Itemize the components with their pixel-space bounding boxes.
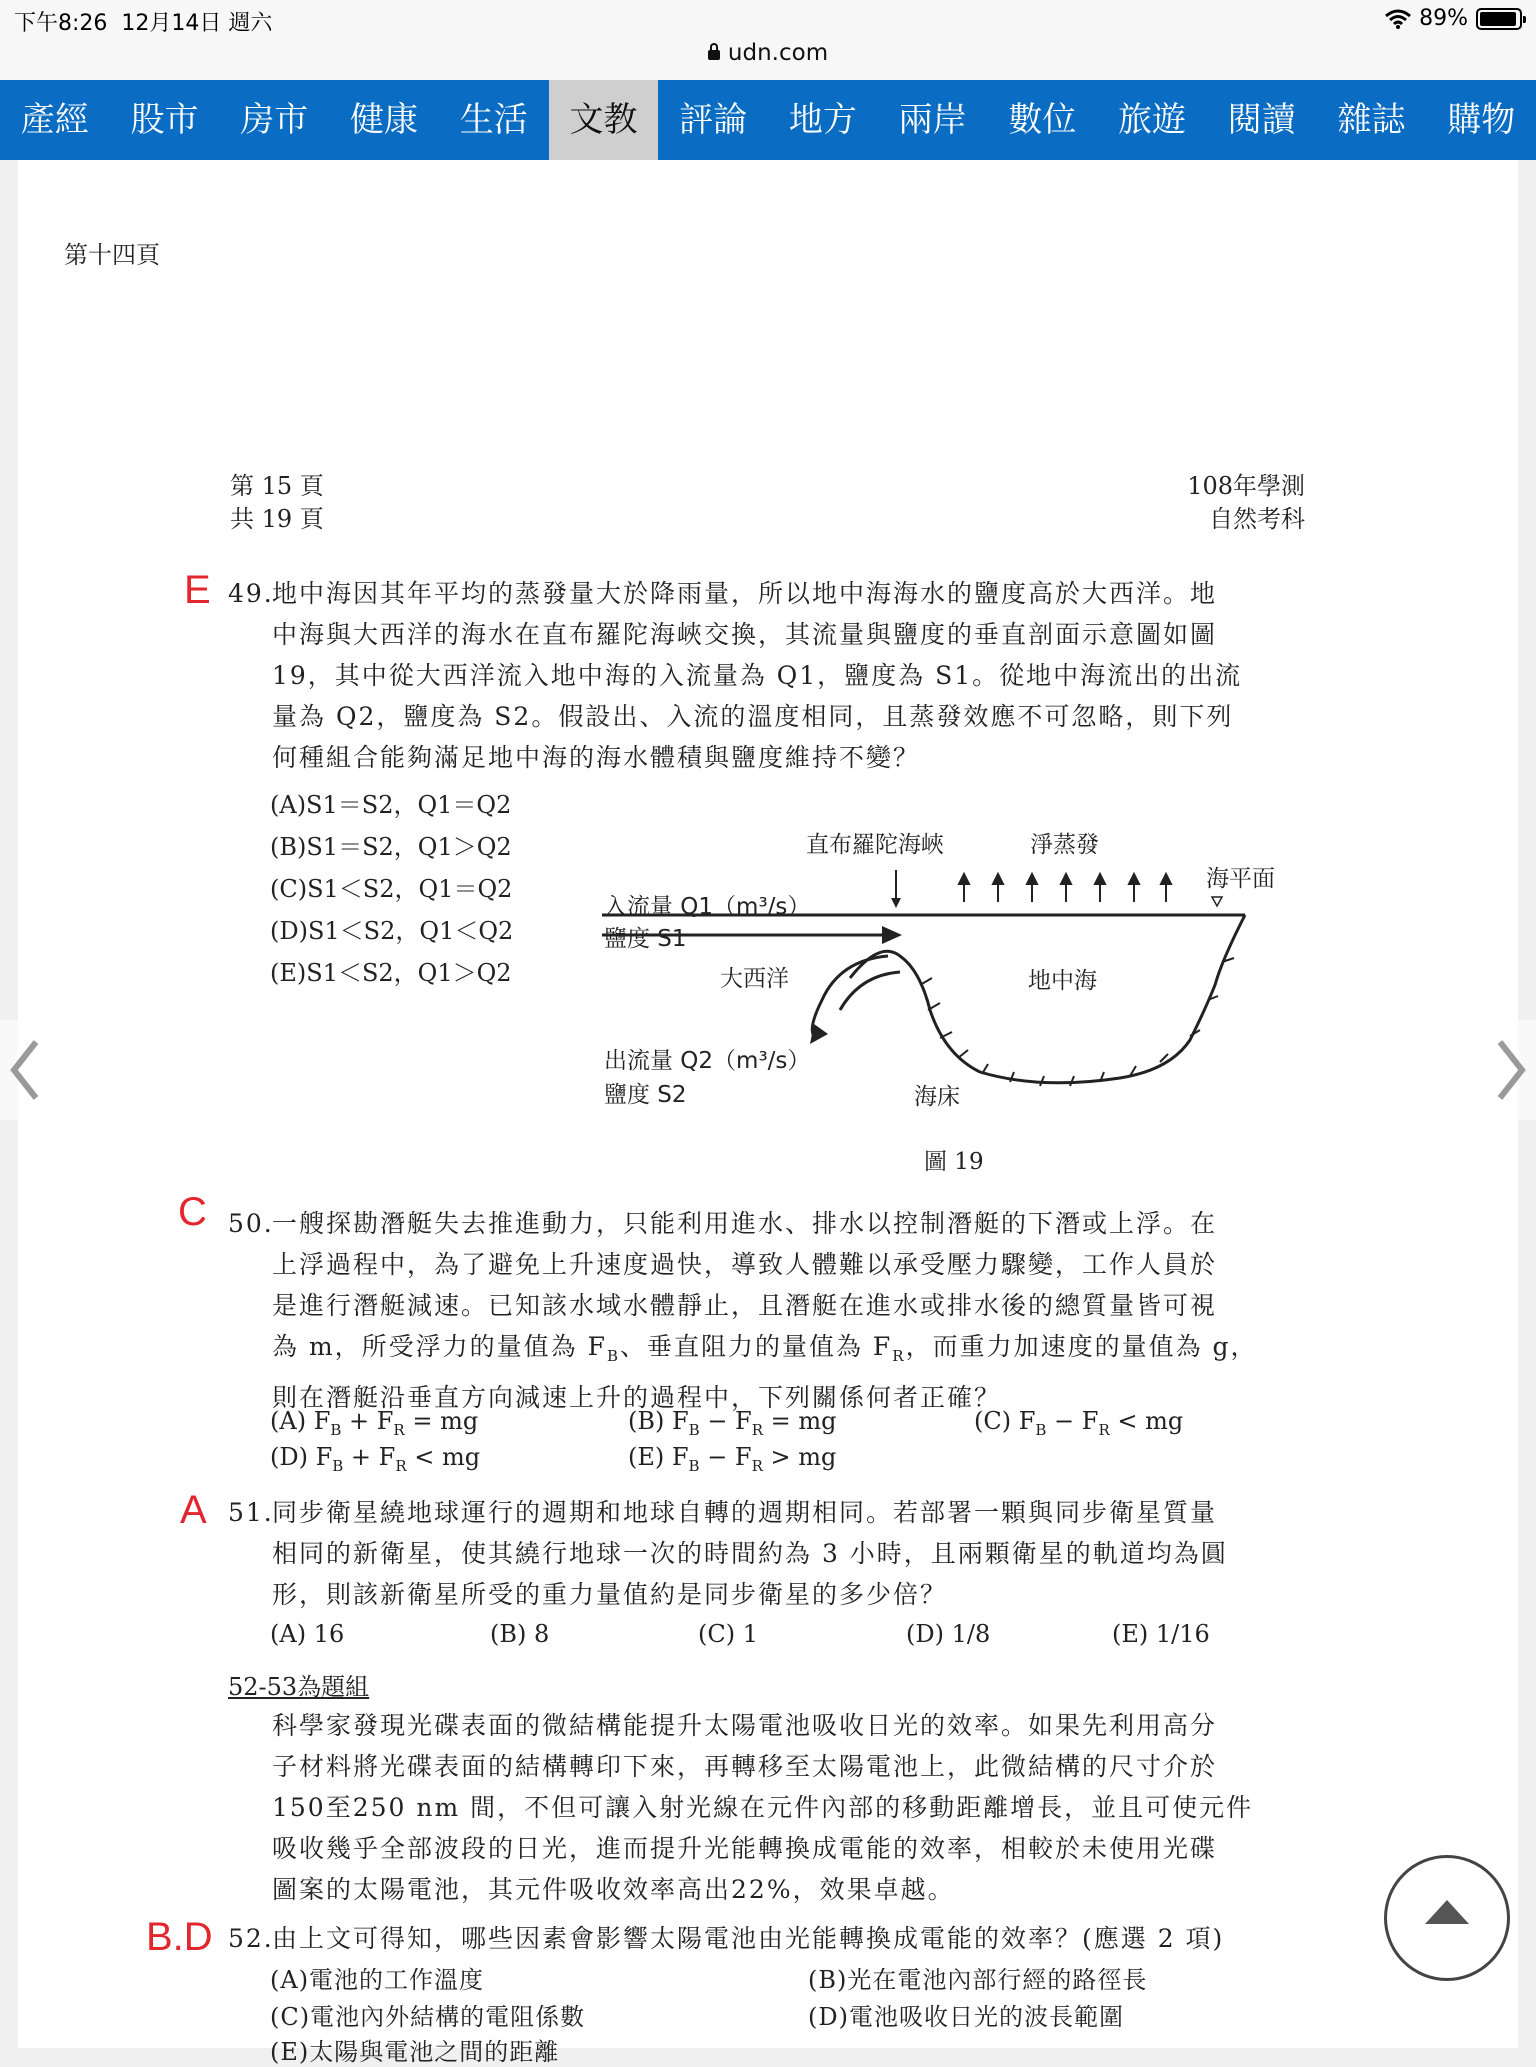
tab-magazine[interactable]: 雜誌 — [1337, 100, 1406, 140]
tab-digital[interactable]: 數位 — [1008, 100, 1077, 140]
scroll-to-top-button[interactable] — [1384, 1855, 1510, 1981]
label-mediterranean: 地中海 — [1028, 968, 1097, 994]
tab-local[interactable]: 地方 — [788, 100, 857, 140]
answer-mark-49: E — [184, 568, 211, 612]
label-inflow: 入流量 Q1（m³/s） — [604, 894, 811, 920]
q49-options — [270, 784, 513, 994]
q49-line: 何種組合能夠滿足地中海的海水體積與鹽度維持不變？ — [272, 743, 921, 772]
exam-title-header — [1180, 470, 1305, 536]
option-e: (E) 1/16 — [1112, 1620, 1210, 1648]
header-year: 108年學測 — [1187, 472, 1305, 500]
prev-page-button[interactable] — [0, 1020, 50, 1120]
status-time: 下午8:26 12月14日 週六 — [14, 11, 273, 36]
q49-line: 中海與大西洋的海水在直布羅陀海峽交換，其流量與鹽度的垂直剖面示意圖如圖 — [272, 620, 1218, 649]
tab-life[interactable]: 生活 — [459, 100, 528, 140]
option-b: (B)光在電池內部行經的路徑長 — [808, 1966, 1148, 1994]
q52-line: 由上文可得知，哪些因素會影響太陽電池由光能轉換成電能的效率？(應選 2 項) — [272, 1924, 1225, 1953]
question-number: 50. — [228, 1209, 274, 1238]
passage-line: 150至250 nm 間，不但可讓入射光線在元件內部的移動距離增長，並且可使元件 — [272, 1793, 1254, 1822]
option-c: (C) 1 — [698, 1620, 758, 1648]
option-c: (C)S1＜S2，Q1＝Q2 — [270, 875, 513, 903]
category-nav — [0, 80, 1536, 160]
status-date: 12月14日 週六 — [121, 11, 273, 36]
question-49 — [228, 573, 1308, 778]
chevron-left-icon — [0, 1020, 50, 1120]
option-e: (E)太陽與電池之間的距離 — [270, 2038, 560, 2066]
chevron-up-icon — [1387, 1858, 1507, 1978]
header-subject: 自然考科 — [1209, 505, 1305, 533]
tab-stocks[interactable]: 股市 — [130, 100, 199, 140]
answer-mark-51: A — [180, 1488, 207, 1532]
passage-line: 吸收幾乎全部波段的日光，進而提升光能轉換成電能的效率，相較於未使用光碟 — [272, 1834, 1218, 1863]
battery-icon — [1476, 8, 1522, 30]
status-right — [1385, 6, 1522, 31]
q51-line: 形，則該新衛星所受的重力量值約是同步衛星的多少倍？ — [272, 1580, 948, 1609]
option-d: (D) 1/8 — [906, 1620, 991, 1648]
q50-line: 則在潛艇沿垂直方向減速上升的過程中，下列關係何者正確？ — [272, 1383, 1002, 1412]
group-passage — [228, 1705, 1308, 1910]
page-number-header — [230, 470, 324, 536]
option-d: (D) $F_B + F_R$ < mg — [270, 1443, 481, 1475]
tab-shopping[interactable]: 購物 — [1447, 100, 1516, 140]
tab-travel[interactable]: 旅遊 — [1118, 100, 1187, 140]
option-c: (C)電池內外結構的電阻係數 — [270, 2003, 586, 2031]
option-a: (A) 16 — [270, 1620, 345, 1648]
passage-line: 圖案的太陽電池，其元件吸收效率高出22%，效果卓越。 — [272, 1875, 955, 1904]
option-d: (D)電池吸收日光的波長範圍 — [808, 2003, 1124, 2031]
question-number: 51. — [228, 1498, 274, 1527]
page-label: 第十四頁 — [64, 241, 160, 269]
passage-line: 科學家發現光碟表面的微結構能提升太陽電池吸收日光的效率。如果先利用高分 — [272, 1711, 1218, 1740]
label-outflow-salinity: 鹽度 S2 — [604, 1082, 687, 1108]
header-page: 第 15 頁 — [230, 472, 324, 500]
label-evaporation: 淨蒸發 — [1030, 832, 1099, 858]
q50-line: 上浮過程中，為了避免上升速度過快，導致人體難以承受壓力驟變，工作人員於 — [272, 1250, 1218, 1279]
status-bar — [0, 0, 1536, 82]
option-c: (C) $F_B - F_R$ < mg — [974, 1407, 1184, 1439]
label-seabed: 海床 — [914, 1084, 960, 1110]
tab-education[interactable]: 文教 — [549, 80, 659, 160]
question-50 — [228, 1203, 1308, 1418]
question-52 — [228, 1918, 1328, 1959]
header-total: 共 19 頁 — [230, 505, 324, 533]
option-d: (D)S1＜S2，Q1＜Q2 — [270, 917, 514, 945]
q50-line: 一艘探勘潛艇失去推進動力，只能利用進水、排水以控制潛艇的下潛或上浮。在 — [272, 1209, 1218, 1238]
label-inflow-salinity: 鹽度 S1 — [604, 926, 687, 952]
tab-housing[interactable]: 房市 — [240, 100, 309, 140]
label-sea-level: 海平面 — [1206, 866, 1275, 892]
question-number: 49. — [228, 579, 274, 608]
q51-line: 相同的新衛星，使其繞行地球一次的時間約為 3 小時，且兩顆衛星的軌道均為圓 — [272, 1539, 1228, 1568]
lock-icon — [708, 50, 720, 60]
label-strait: 直布羅陀海峽 — [806, 832, 944, 858]
answer-mark-50: C — [178, 1190, 207, 1234]
url-text: udn.com — [727, 40, 829, 66]
option-a: (A) $F_B + F_R$ = mg — [270, 1407, 479, 1439]
label-outflow: 出流量 Q2（m³/s） — [604, 1048, 811, 1074]
tab-chan-jing[interactable]: 產經 — [20, 100, 89, 140]
option-e: (E)S1＜S2，Q1＞Q2 — [270, 959, 512, 987]
question-group-title: 52-53為題組 — [228, 1673, 370, 1701]
option-b: (B) $F_B - F_R$ = mg — [628, 1407, 837, 1439]
tab-reading[interactable]: 閱讀 — [1227, 100, 1296, 140]
label-atlantic: 大西洋 — [720, 966, 789, 992]
question-51 — [228, 1492, 1308, 1615]
option-b: (B)S1＝S2，Q1＞Q2 — [270, 833, 512, 861]
option-a: (A)S1＝S2，Q1＝Q2 — [270, 791, 512, 819]
q49-line: 量為 Q2，鹽度為 S2。假設出、入流的溫度相同，且蒸發效應不可忽略，則下列 — [272, 702, 1234, 731]
next-page-button[interactable] — [1486, 1020, 1536, 1120]
option-a: (A)電池的工作溫度 — [270, 1966, 485, 1994]
option-b: (B) 8 — [490, 1620, 550, 1648]
passage-line: 子材料將光碟表面的結構轉印下來，再轉移至太陽電池上，此微結構的尺寸介於 — [272, 1752, 1218, 1781]
battery-percent: 89% — [1419, 6, 1468, 31]
figure-caption: 圖 19 — [924, 1149, 984, 1175]
q51-line: 同步衛星繞地球運行的週期和地球自轉的週期相同。若部署一顆與同步衛星質量 — [272, 1498, 1218, 1527]
option-e: (E) $F_B - F_R$ > mg — [628, 1443, 837, 1475]
answer-mark-52: B.D — [146, 1915, 213, 1959]
q49-line: 19，其中從大西洋流入地中海的入流量為 Q1，鹽度為 S1。從地中海流出的出流 — [272, 661, 1243, 690]
q50-line: 為 m，所受浮力的量值為 $F_B$、垂直阻力的量值為 $F_R$，而重力加速度的量值為 g， — [272, 1332, 1258, 1365]
tab-cross-strait[interactable]: 兩岸 — [898, 100, 967, 140]
address-bar[interactable] — [0, 40, 1536, 66]
tab-opinion[interactable]: 評論 — [679, 100, 748, 140]
question-number: 52. — [228, 1924, 274, 1953]
q50-line: 是進行潛艇減速。已知該水域水體靜止，且潛艇在進水或排水後的總質量皆可視 — [272, 1291, 1218, 1320]
tab-health[interactable]: 健康 — [350, 100, 419, 140]
wifi-icon — [1385, 9, 1411, 29]
q49-line: 地中海因其年平均的蒸發量大於降雨量，所以地中海海水的鹽度高於大西洋。地 — [272, 579, 1218, 608]
chevron-right-icon — [1486, 1020, 1536, 1120]
